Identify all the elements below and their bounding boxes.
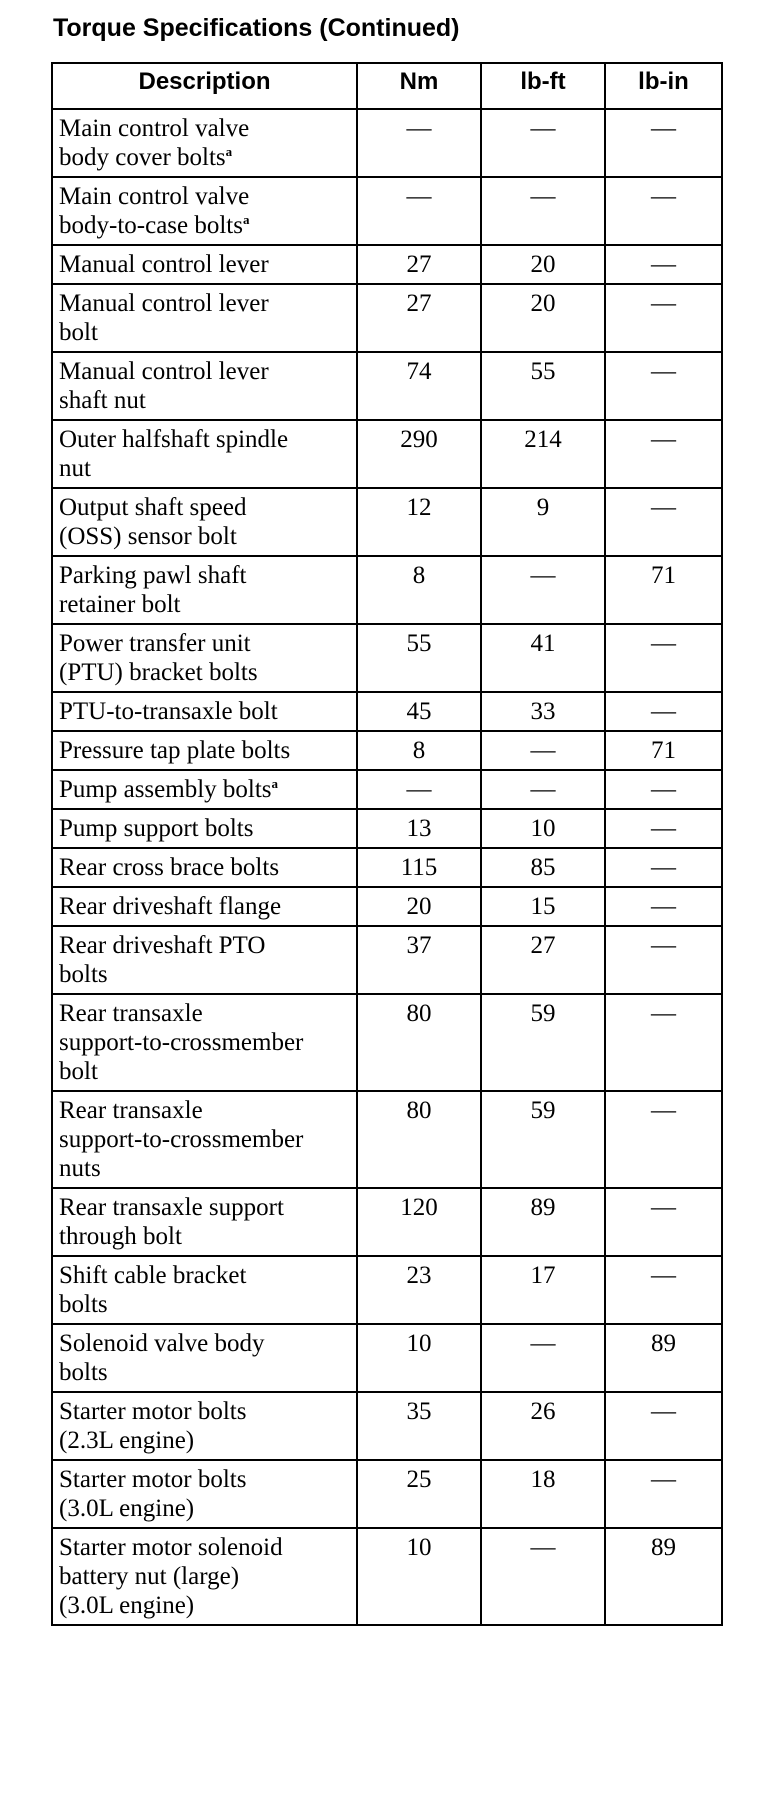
description-line: PTU-to-transaxle bolt bbox=[59, 698, 278, 725]
lbin-cell: — bbox=[605, 177, 722, 245]
description-cell bbox=[52, 109, 357, 177]
nm-cell: 27 bbox=[357, 284, 481, 352]
lbin-cell: — bbox=[605, 352, 722, 420]
description-line: Manual control lever bbox=[59, 358, 269, 385]
description-cell bbox=[52, 1460, 357, 1528]
description-line: Rear transaxle bbox=[59, 1097, 203, 1124]
lbin-cell: — bbox=[605, 420, 722, 488]
lbft-cell: 20 bbox=[481, 245, 605, 284]
description-line: Shift cable bracket bbox=[59, 1262, 247, 1289]
description-line: Main control valve bbox=[59, 115, 250, 142]
lbin-cell: 89 bbox=[605, 1324, 722, 1392]
nm-cell: 290 bbox=[357, 420, 481, 488]
table-row bbox=[52, 770, 722, 809]
lbft-cell: — bbox=[481, 177, 605, 245]
description-line: Rear cross brace bolts bbox=[59, 854, 280, 881]
lbin-cell: 71 bbox=[605, 731, 722, 770]
table-row bbox=[52, 1460, 722, 1528]
lbin-cell: — bbox=[605, 809, 722, 848]
description-line: Rear driveshaft flange bbox=[59, 893, 282, 920]
description-cell bbox=[52, 926, 357, 994]
lbin-cell: — bbox=[605, 1188, 722, 1256]
nm-cell: 120 bbox=[357, 1188, 481, 1256]
header-nm: Nm bbox=[357, 63, 481, 109]
lbin-cell: — bbox=[605, 994, 722, 1091]
description-line: Rear transaxle bbox=[59, 1000, 203, 1027]
description-line: Output shaft speed bbox=[59, 494, 247, 521]
lbft-cell: 55 bbox=[481, 352, 605, 420]
table-row bbox=[52, 245, 722, 284]
description-cell bbox=[52, 245, 357, 284]
description-cell bbox=[52, 177, 357, 245]
description-line: retainer bolt bbox=[59, 591, 181, 618]
description-line: Solenoid valve body bbox=[59, 1330, 265, 1357]
nm-cell: 20 bbox=[357, 887, 481, 926]
description-cell bbox=[52, 284, 357, 352]
header-row bbox=[52, 63, 722, 109]
lbft-cell: 26 bbox=[481, 1392, 605, 1460]
lbin-cell: — bbox=[605, 488, 722, 556]
description-cell bbox=[52, 1188, 357, 1256]
table-row bbox=[52, 1528, 722, 1625]
description-cell bbox=[52, 1528, 357, 1625]
lbft-cell: — bbox=[481, 556, 605, 624]
description-cell bbox=[52, 1392, 357, 1460]
page-title: Torque Specifications (Continued) bbox=[53, 14, 460, 42]
description-line: Parking pawl shaft bbox=[59, 562, 247, 589]
table-row bbox=[52, 692, 722, 731]
header-lbft: lb-ft bbox=[481, 63, 605, 109]
description-line: bolt bbox=[59, 1058, 98, 1085]
table-row bbox=[52, 1091, 722, 1188]
description-cell bbox=[52, 1324, 357, 1392]
description-line: Pump assembly bolts bbox=[59, 776, 272, 803]
lbft-cell: — bbox=[481, 1324, 605, 1392]
description-cell bbox=[52, 1256, 357, 1324]
nm-cell: 45 bbox=[357, 692, 481, 731]
lbft-cell: 18 bbox=[481, 1460, 605, 1528]
lbin-cell: — bbox=[605, 1392, 722, 1460]
description-line: (PTU) bracket bolts bbox=[59, 659, 258, 686]
description-cell bbox=[52, 994, 357, 1091]
table-row bbox=[52, 1324, 722, 1392]
nm-cell: — bbox=[357, 177, 481, 245]
lbft-cell: 9 bbox=[481, 488, 605, 556]
description-cell bbox=[52, 848, 357, 887]
lbft-cell: — bbox=[481, 731, 605, 770]
lbft-cell: 59 bbox=[481, 1091, 605, 1188]
table-row bbox=[52, 352, 722, 420]
description-cell bbox=[52, 692, 357, 731]
table-row bbox=[52, 809, 722, 848]
footnote-marker: a bbox=[225, 144, 233, 159]
lbft-cell: — bbox=[481, 770, 605, 809]
lbft-cell: 17 bbox=[481, 1256, 605, 1324]
table-row bbox=[52, 1256, 722, 1324]
lbin-cell: — bbox=[605, 1460, 722, 1528]
nm-cell: 10 bbox=[357, 1324, 481, 1392]
table-row bbox=[52, 926, 722, 994]
nm-cell: 10 bbox=[357, 1528, 481, 1625]
description-line: body cover bolts bbox=[59, 144, 226, 171]
lbin-cell: — bbox=[605, 109, 722, 177]
description-cell bbox=[52, 770, 357, 809]
description-line: bolt bbox=[59, 319, 98, 346]
lbft-cell: 41 bbox=[481, 624, 605, 692]
table-row bbox=[52, 994, 722, 1091]
description-line: (2.3L engine) bbox=[59, 1427, 195, 1454]
description-line: bolts bbox=[59, 1291, 108, 1318]
table-row bbox=[52, 1392, 722, 1460]
description-line: nuts bbox=[59, 1155, 101, 1182]
table-row bbox=[52, 556, 722, 624]
lbft-cell: 27 bbox=[481, 926, 605, 994]
nm-cell: 80 bbox=[357, 994, 481, 1091]
description-line: Starter motor bolts bbox=[59, 1398, 247, 1425]
lbft-cell: 85 bbox=[481, 848, 605, 887]
footnote-marker: a bbox=[242, 212, 250, 227]
nm-cell: 37 bbox=[357, 926, 481, 994]
table-row bbox=[52, 177, 722, 245]
lbft-cell: 20 bbox=[481, 284, 605, 352]
description-line: Power transfer unit bbox=[59, 630, 251, 657]
lbin-cell: — bbox=[605, 887, 722, 926]
description-line: nut bbox=[59, 455, 91, 482]
description-line: Manual control lever bbox=[59, 251, 269, 278]
lbin-cell: — bbox=[605, 1091, 722, 1188]
lbin-cell: — bbox=[605, 245, 722, 284]
nm-cell: 74 bbox=[357, 352, 481, 420]
lbft-cell: 89 bbox=[481, 1188, 605, 1256]
description-line: (3.0L engine) bbox=[59, 1592, 195, 1619]
nm-cell: — bbox=[357, 770, 481, 809]
lbin-cell: — bbox=[605, 624, 722, 692]
nm-cell: — bbox=[357, 109, 481, 177]
lbin-cell: — bbox=[605, 692, 722, 731]
lbin-cell: 71 bbox=[605, 556, 722, 624]
table-row bbox=[52, 887, 722, 926]
table-row bbox=[52, 848, 722, 887]
description-line: bolts bbox=[59, 1359, 108, 1386]
table-row bbox=[52, 284, 722, 352]
footnote-marker: a bbox=[271, 776, 279, 791]
nm-cell: 27 bbox=[357, 245, 481, 284]
description-line: (OSS) sensor bolt bbox=[59, 523, 237, 550]
description-line: support-to-crossmember bbox=[59, 1029, 304, 1056]
nm-cell: 12 bbox=[357, 488, 481, 556]
nm-cell: 35 bbox=[357, 1392, 481, 1460]
description-line: Main control valve bbox=[59, 183, 250, 210]
lbft-cell: 33 bbox=[481, 692, 605, 731]
lbin-cell: 89 bbox=[605, 1528, 722, 1625]
description-line: Manual control lever bbox=[59, 290, 269, 317]
description-cell bbox=[52, 809, 357, 848]
header-description: Description bbox=[52, 63, 357, 109]
description-line: Pump support bolts bbox=[59, 815, 254, 842]
lbft-cell: 10 bbox=[481, 809, 605, 848]
description-cell bbox=[52, 887, 357, 926]
description-line: support-to-crossmember bbox=[59, 1126, 304, 1153]
nm-cell: 8 bbox=[357, 731, 481, 770]
nm-cell: 80 bbox=[357, 1091, 481, 1188]
description-line: battery nut (large) bbox=[59, 1563, 240, 1590]
description-line: Pressure tap plate bolts bbox=[59, 737, 291, 764]
lbin-cell: — bbox=[605, 926, 722, 994]
description-line: Rear transaxle support bbox=[59, 1194, 284, 1221]
description-line: shaft nut bbox=[59, 387, 146, 414]
table-row bbox=[52, 731, 722, 770]
table-row bbox=[52, 624, 722, 692]
nm-cell: 13 bbox=[357, 809, 481, 848]
lbin-cell: — bbox=[605, 1256, 722, 1324]
description-line: Starter motor bolts bbox=[59, 1466, 247, 1493]
lbin-cell: — bbox=[605, 770, 722, 809]
lbft-cell: — bbox=[481, 109, 605, 177]
table-row bbox=[52, 109, 722, 177]
description-cell bbox=[52, 352, 357, 420]
nm-cell: 115 bbox=[357, 848, 481, 887]
nm-cell: 55 bbox=[357, 624, 481, 692]
description-cell bbox=[52, 420, 357, 488]
table-row bbox=[52, 420, 722, 488]
lbft-cell: — bbox=[481, 1528, 605, 1625]
lbft-cell: 59 bbox=[481, 994, 605, 1091]
lbft-cell: 15 bbox=[481, 887, 605, 926]
nm-cell: 8 bbox=[357, 556, 481, 624]
table-row bbox=[52, 1188, 722, 1256]
description-cell bbox=[52, 731, 357, 770]
lbin-cell: — bbox=[605, 284, 722, 352]
description-line: Rear driveshaft PTO bbox=[59, 932, 266, 959]
lbft-cell: 214 bbox=[481, 420, 605, 488]
nm-cell: 25 bbox=[357, 1460, 481, 1528]
description-line: through bolt bbox=[59, 1223, 182, 1250]
lbin-cell: — bbox=[605, 848, 722, 887]
description-line: Outer halfshaft spindle bbox=[59, 426, 289, 453]
description-line: (3.0L engine) bbox=[59, 1495, 195, 1522]
description-cell bbox=[52, 488, 357, 556]
description-line: body-to-case bolts bbox=[59, 212, 243, 239]
description-line: bolts bbox=[59, 961, 108, 988]
torque-spec-table bbox=[51, 62, 723, 1626]
description-cell bbox=[52, 1091, 357, 1188]
header-lbin: lb-in bbox=[605, 63, 722, 109]
description-cell bbox=[52, 624, 357, 692]
nm-cell: 23 bbox=[357, 1256, 481, 1324]
description-cell bbox=[52, 556, 357, 624]
description-line: Starter motor solenoid bbox=[59, 1534, 283, 1561]
table-row bbox=[52, 488, 722, 556]
